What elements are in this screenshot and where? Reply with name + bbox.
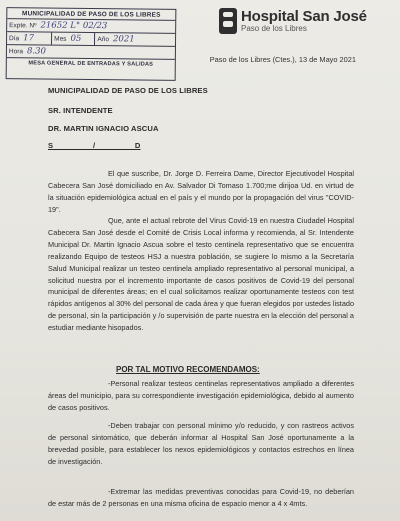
- recipient-line-4: S / D: [48, 141, 141, 150]
- recommendation-1: -Personal realizar testeos centinelas representativos ampliado a diferentes áreas del municipio, para su correspondiente investigación epidemiológica, debido al aumento de casos positivos.: [48, 379, 354, 412]
- stamp-hora-label: Hora: [8, 47, 24, 55]
- stamp-mes-label: Mes: [54, 35, 67, 43]
- paragraph-1: El que suscribe, Dr. Jorge D. Ferreira Dame, Director Ejecutivodel Hospital Cabecera San José domiciliado en Av. Salvador Di Tomaso 1.700;me dirijoa Ud. en virtud de la situación epidemiológica actual en el país y el mundo por la propagación del virus "COVID-19".: [48, 169, 354, 214]
- stamp-expte-label: Expte. Nº: [9, 21, 37, 29]
- hospital-logo-icon: [219, 8, 237, 34]
- stamp-dia-value: 17: [23, 33, 35, 44]
- hospital-name: Hospital San José: [241, 8, 367, 25]
- stamp-dia-label: Día: [9, 34, 20, 42]
- stamp-anio-value: 2021: [112, 34, 135, 45]
- stamp-anio-label: Año: [97, 35, 110, 43]
- stamp-hora-value: 8.30: [26, 46, 47, 57]
- entry-stamp: [6, 7, 177, 81]
- recommendation-3: -Extremar las medidas preventivas conocidas para Covid-19, no deberían de estar más de 2 personas en una misma oficina de espacio menor a 4 x 4mts.: [48, 487, 354, 508]
- recommend-heading: POR TAL MOTIVO RECOMENDAMOS:: [116, 365, 260, 374]
- recommendation-2: -Deben trabajar con personal mínimo y/o reducido, y con rastreos activos de personal sintomático, que deberán informar al Hospital San José oportunamente a la brevedad posible, para establecer los nexos epidemiológicos y contactos estrechos en línea de investigación.: [48, 421, 354, 466]
- hospital-location: Paso de los Libres: [241, 24, 307, 33]
- stamp-expte-value: 21652 L° 02/23: [40, 20, 108, 32]
- paragraph-2: Que, ante el actual rebrote del Virus Covid-19 en nuestra Ciudadel Hospital Cabecera San José desde el Comité de Crisis Local informa y recomienda, al Sr. Intendente Municipal Dr. Martin Ignacio Ascua sobre el testo centinela representativo que se encuentra realizando Equipo de testeos HSJ a nuestra población, se sugiere lo mismo a la Secretaría Salud Municipal realizar un testeo centinela ampliado representativo al personal municipal, a solicitud nuestra por el incremento importante de casos positivos de Covid-19 del personal municipal de diferentes áreas; en el cual solicitamos realizar oportunamente testeos con test rápidos antígenos al 30% del personal de cada área y que fueran elegidos por ustedes listado de personal, sin la participación y /o supervisión de parte nuestra en la elección del personal a estudiar mediante hisopados.: [48, 216, 354, 333]
- place-date: Paso de los Libres (Ctes.), 13 de Mayo 2021: [209, 55, 356, 64]
- recipient-line-1: MUNICIPALIDAD DE PASO DE LOS LIBRES: [48, 86, 208, 95]
- stamp-mes-value: 05: [70, 33, 82, 44]
- hospital-logo: [219, 8, 367, 34]
- recipient-line-2: SR. INTENDENTE: [48, 106, 113, 115]
- recipient-line-3: DR. MARTIN IGNACIO ASCUA: [48, 124, 159, 133]
- stamp-footer: MESA GENERAL DE ENTRADAS Y SALIDAS: [28, 60, 154, 68]
- stamp-title: MUNICIPALIDAD DE PASO DE LOS LIBRES: [7, 8, 175, 21]
